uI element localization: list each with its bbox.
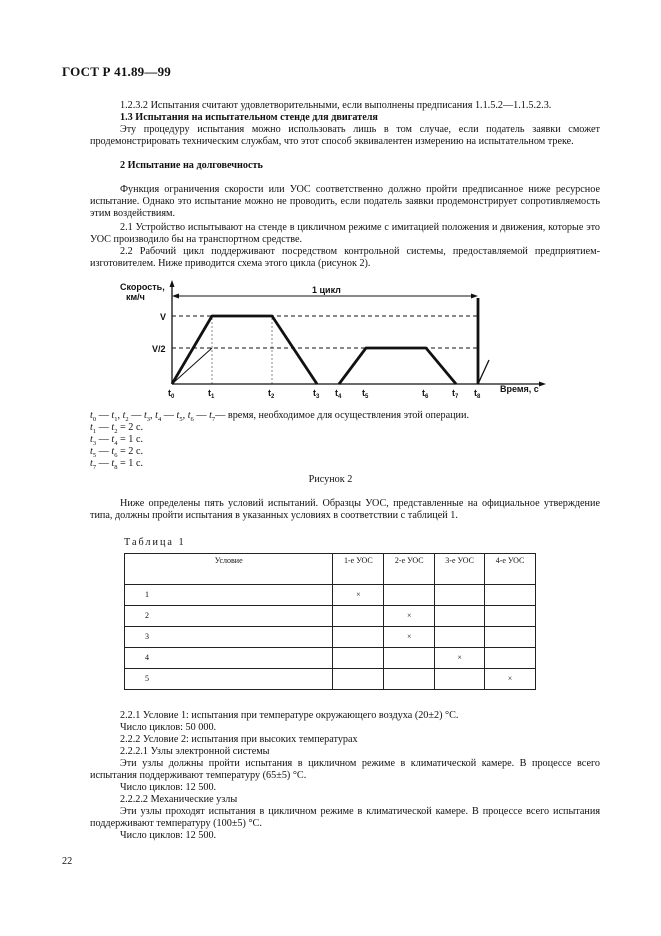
table-cell: × — [384, 606, 435, 627]
table-cell — [435, 585, 485, 606]
table-header-condition: Условие — [125, 554, 333, 585]
table-header-uos-1: 1-е УОС — [333, 554, 384, 585]
table-cell — [333, 669, 384, 690]
table-cell — [435, 627, 485, 648]
table-cell-condition: 2 — [125, 606, 333, 627]
paragraph-2-2-2: 2.2.2 Условие 2: испытания при высоких температурах — [120, 734, 358, 745]
legend-text-1: — время, необходимое для осуществления этой операции. — [215, 410, 469, 421]
v-label: V — [160, 312, 167, 322]
paragraph-2-2-2-1: 2.2.2.1 Узлы электронной системы — [120, 746, 270, 757]
table-cell — [333, 627, 384, 648]
table-row — [125, 585, 536, 606]
table-row — [125, 648, 536, 669]
table-cell — [333, 606, 384, 627]
legend-line-2: $t_1$ — $t_2 = 2$ с. — [90, 422, 144, 436]
cycle-arrow-left — [172, 294, 179, 299]
paragraph-2-2-2-2-cycles: Число циклов: 12 500. — [120, 830, 217, 841]
table-cell — [485, 585, 536, 606]
table-cell-condition: 1 — [125, 585, 333, 606]
paragraph-2-2-2-1-text: Эти узлы должны пройти испытания в цикличном режиме в климатической камере. В процессе всего испытания поддерживают температуру (65±5) °С. — [90, 758, 600, 782]
t6-label: $t_6$ — [422, 388, 429, 400]
v2-label: V/2 — [152, 344, 166, 354]
legend-text-2: = 2 с. — [117, 422, 144, 433]
cycle-diagram — [120, 280, 560, 400]
legend-text-4: = 2 с. — [117, 446, 144, 457]
table-cell: × — [333, 585, 384, 606]
legend-line-3: $t_3$ — $t_4 = 1$ с. — [90, 434, 144, 448]
paragraph-2-intro: Функция ограничения скорости или УОС соответственно должно пройти предписанное ниже ресурсное испытание. Однако это испытание можно не проводить, если податель заявки продемонстрирует сопротивляемость этим воздействиям. — [90, 184, 600, 220]
legend-line-5: $t_7$ — $t_8 = 1$ с. — [90, 458, 144, 472]
table-row — [125, 606, 536, 627]
x-axis-label: Время, с — [500, 384, 539, 394]
x-axis-arrow — [539, 382, 546, 387]
table-row — [125, 627, 536, 648]
table-cell-condition: 3 — [125, 627, 333, 648]
table-cell: × — [384, 627, 435, 648]
t5-label: $t_5$ — [362, 388, 369, 400]
paragraph-2-2-1: 2.2.1 Условие 1: испытания при температуре окружающего воздуха (20±2) °С. — [120, 710, 459, 721]
figure-caption: Рисунок 2 — [308, 474, 353, 485]
next-cycle-start — [478, 360, 489, 384]
table-header-uos-2: 2-е УОС — [384, 554, 435, 585]
table-cell: × — [435, 648, 485, 669]
table-cell — [435, 606, 485, 627]
y-axis-arrow — [170, 280, 175, 287]
table-cell-condition: 5 — [125, 669, 333, 690]
legend-line-4: $t_5$ — $t_6 = 2$ с. — [90, 446, 144, 460]
y-axis-label-1: Скорость, — [120, 282, 165, 292]
cycle-label: 1 цикл — [312, 285, 341, 295]
cycle-arrow-right — [471, 294, 478, 299]
table-cell — [333, 648, 384, 669]
table-header-row — [125, 554, 536, 585]
table-cell — [384, 669, 435, 690]
table-header-uos-3: 3-е УОС — [435, 554, 485, 585]
paragraph-2-2: 2.2 Рабочий цикл поддерживают посредством контрольной системы, предоставляемой предприятием-изготовителем. Ниже приводится схема этого цикла (рисунок 2). — [90, 246, 600, 270]
table-title: Таблица 1 — [124, 537, 186, 548]
profile-main-ramp — [172, 316, 317, 384]
t1-label: $t_1$ — [208, 388, 215, 400]
table-cell — [384, 648, 435, 669]
paragraph-2-2-1-cycles: Число циклов: 50 000. — [120, 722, 217, 733]
t7-label: $t_7$ — [452, 388, 459, 400]
t3-label: $t_3$ — [313, 388, 320, 400]
legend-line-1: $t_0$ — $t_1$, $t_2$ — $t_3$, $t_4$ — $t_5$, $t_6$ — $t_7—$ время, необходимое для осуществления этой операции. — [90, 410, 469, 424]
table-cell: × — [485, 669, 536, 690]
t2-label: $t_2$ — [268, 388, 275, 400]
legend-text-3: = 1 с. — [117, 434, 144, 445]
heading-2: 2 Испытание на долговечность — [120, 160, 263, 171]
table-row — [125, 669, 536, 690]
table-cell-condition: 4 — [125, 648, 333, 669]
paragraph-2-2-2-1-cycles: Число циклов: 12 500. — [120, 782, 217, 793]
heading-1-3: 1.3 Испытания на испытательном стенде для двигателя — [120, 112, 378, 123]
paragraph-2-2-2-2-text: Эти узлы проходят испытания в цикличном режиме в климатической камере. В процессе всего испытания поддерживают температуру (100±5) °С. — [90, 806, 600, 830]
table-cell — [384, 585, 435, 606]
table-cell — [435, 669, 485, 690]
paragraph-1-3: Эту процедуру испытания можно использовать лишь в том случае, если податель заявки сможет продемонстрировать техническим службам, что этот способ эквивалентен измерению на испытательном треке. — [90, 124, 600, 148]
table-cell — [485, 648, 536, 669]
table-cell — [485, 606, 536, 627]
paragraph-2-1: 2.1 Устройство испытывают на стенде в цикличном режиме с имитацией положения и движения, которые это УОС производило бы на транспортном средстве. — [90, 222, 600, 246]
page-number: 22 — [62, 856, 73, 867]
conditions-table — [124, 553, 536, 690]
t0-diagonal — [172, 348, 212, 384]
t8-label: $t_8$ — [474, 388, 481, 400]
table-header-uos-4: 4-е УОС — [485, 554, 536, 585]
t4-label: $t_4$ — [335, 388, 342, 400]
y-axis-label-2: км/ч — [126, 292, 145, 302]
document-header: ГОСТ Р 41.89—99 — [62, 64, 171, 79]
paragraph-conditions: Ниже определены пять условий испытаний. Образцы УОС, представленные на официальное утверждение типа, должны пройти испытания в указанных условиях в соответствии с таблицей 1. — [90, 498, 600, 522]
paragraph-1-2-3-2: 1.2.3.2 Испытания считают удовлетворительными, если выполнены предписания 1.1.5.2—1.1.5.2.3. — [120, 100, 552, 111]
table-cell — [485, 627, 536, 648]
legend-text-5: = 1 с. — [117, 458, 144, 469]
paragraph-2-2-2-2: 2.2.2.2 Механические узлы — [120, 794, 238, 805]
t0-label: $t_0$ — [168, 388, 175, 400]
profile-half-ramp — [339, 348, 456, 384]
